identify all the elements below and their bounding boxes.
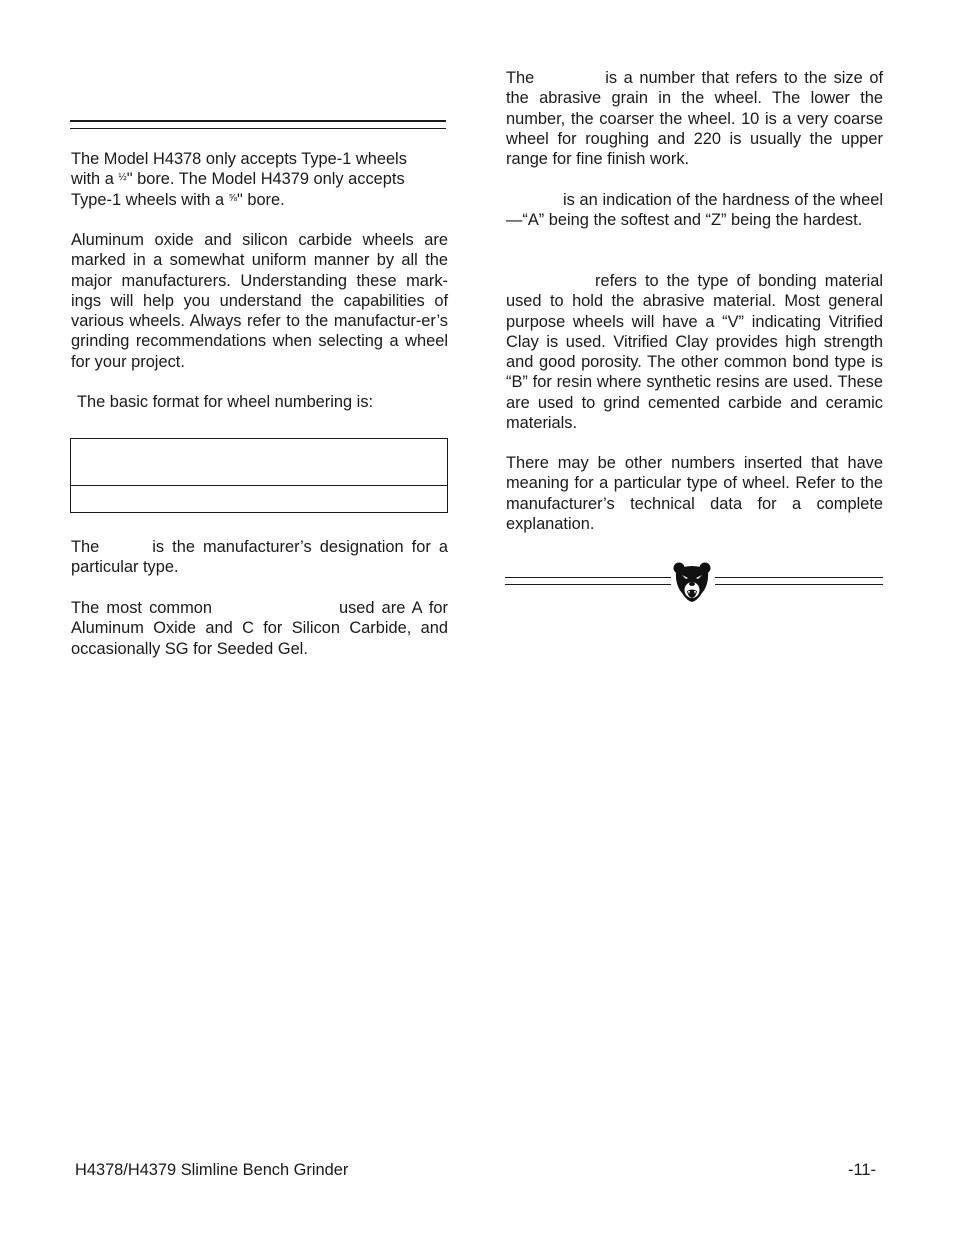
end-rule-left (505, 577, 671, 578)
fraction-half: ½ (118, 172, 127, 184)
bear-head-icon (672, 561, 712, 603)
prefix-text-a: The (71, 538, 100, 556)
grain-text-a: The (506, 69, 535, 87)
grain-size-paragraph (506, 68, 883, 169)
format-intro-paragraph: The basic format for wheel numbering is: (77, 393, 374, 411)
bore-line-3a: Type-1 wheels with a (71, 190, 229, 209)
footer-page-number: -11- (848, 1161, 876, 1179)
section-heading-rule (70, 120, 446, 122)
markings-paragraph: Aluminum oxide and silicon carbide wheels are marked in a somewhat uniform manner by all the major manufacturers. Understanding these mark-ings will help you understand the capabilities of various wheels. Always refer to the manufactur-er’s grinding recommendations when selecting a wheel for your project. (71, 231, 448, 371)
grade-paragraph: is an indication of the hardness of the wheel—“A” being the softest and “Z” being the hardest. (506, 191, 883, 230)
wheel-format-box (70, 438, 448, 513)
format-box-divider (71, 485, 447, 486)
prefix-paragraph (71, 537, 448, 578)
bore-paragraph (71, 149, 448, 210)
bore-line-2a: with a (71, 170, 119, 189)
abrasive-text-b: used are A for Aluminum Oxide and C for Silicon Carbide, and occasionally SG for Seeded Gel. (71, 599, 448, 658)
abrasive-text-a: The most common (71, 599, 212, 617)
bore-line-1: The Model H4378 only accepts Type-1 wheels (71, 150, 407, 168)
bond-paragraph: refers to the type of bonding material used to hold the abrasive material. Most general purpose wheels will have a “V” indicating Vitrified Clay is used. Vitrified Clay provides high strength and good porosity. The other common bond type is “B” for resin where synthetic resins are used. These are used to grind cemented carbide and ceramic materials. (506, 272, 883, 433)
prefix-text-b: is the manufacturer’s designation for a particular type. (71, 538, 448, 577)
footer-title: H4378/H4379 Slimline Bench Grinder (75, 1161, 349, 1179)
other-numbers-paragraph: There may be other numbers inserted that have meaning for a particular type of wheel. Refer to the manufacturer’s technical data for a complete explanation. (506, 454, 883, 533)
bore-line-2b: " bore. The Model H4379 only accepts (126, 170, 405, 189)
grain-text-b: is a number that refers to the size of the abrasive grain in the wheel. The lower the number, the coarser the wheel. 10 is a very coarse wheel for roughing and 220 is usually the upper range for fine finish work. (506, 69, 883, 169)
abrasive-type-paragraph (71, 598, 448, 659)
bore-line-3b: " bore. (236, 190, 285, 209)
fraction-five-eighths: ⅝ (228, 192, 237, 204)
end-rule-right (715, 577, 883, 578)
